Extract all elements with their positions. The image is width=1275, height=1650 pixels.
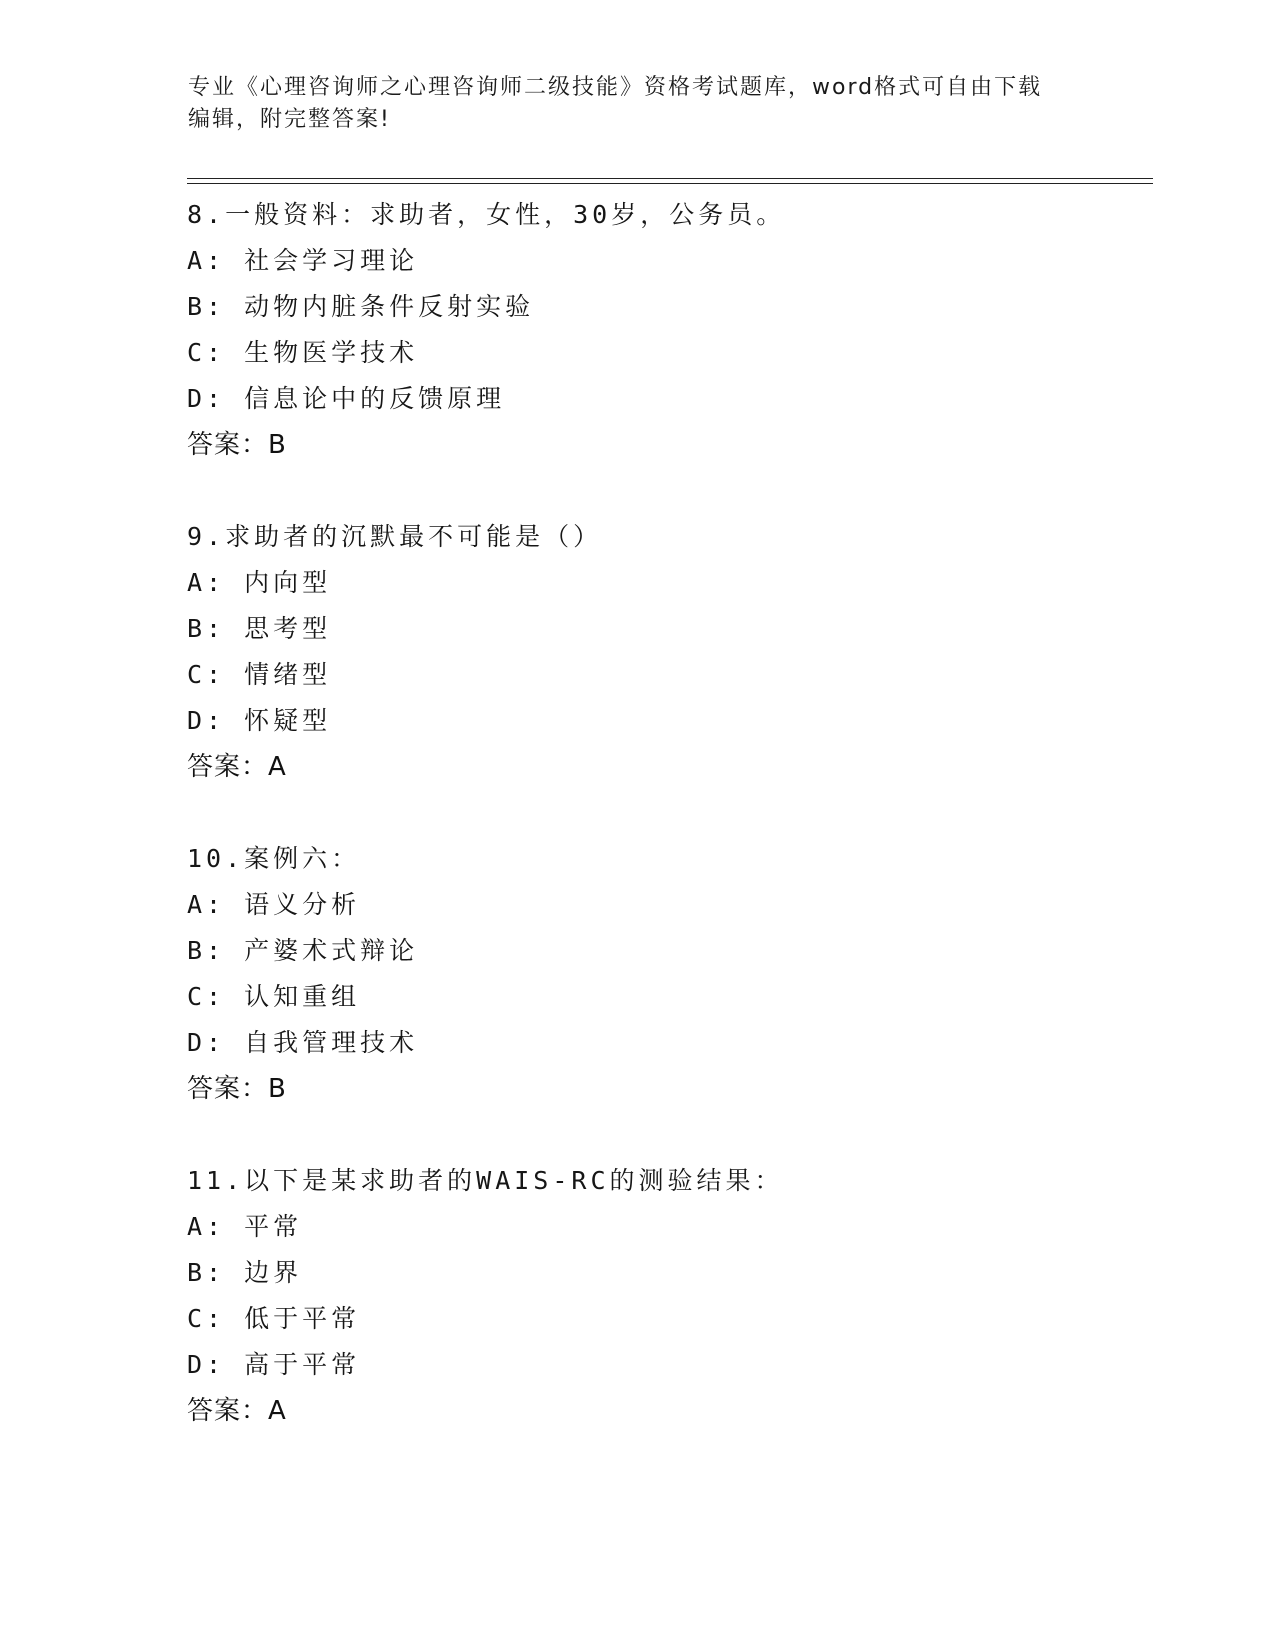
option-c: C: 低于平常 [187, 1304, 361, 1333]
question-list [187, 192, 1147, 1480]
question-8 [187, 192, 1147, 514]
option-c: C: 情绪型 [187, 660, 332, 689]
header-line-1: 专业《心理咨询师之心理咨询师二级技能》资格考试题库，word格式可自由下载 [188, 75, 1043, 100]
answer: 答案：B [187, 1074, 287, 1104]
option-c: C: 生物医学技术 [187, 338, 419, 367]
option-b: B: 动物内脏条件反射实验 [187, 292, 535, 321]
option-a: A: 语义分析 [187, 890, 361, 919]
question-10 [187, 836, 1147, 1158]
header-divider-top [187, 178, 1153, 179]
option-a: A: 平常 [187, 1212, 303, 1241]
option-a: A: 内向型 [187, 568, 332, 597]
document-header [188, 72, 1088, 136]
answer: 答案：A [187, 1396, 287, 1426]
option-b: B: 边界 [187, 1258, 303, 1287]
question-title: 9.求助者的沉默最不可能是（） [187, 522, 603, 551]
answer: 答案：B [187, 430, 287, 460]
question-11 [187, 1158, 1147, 1480]
question-title: 10.案例六： [187, 844, 361, 873]
option-d: D: 高于平常 [187, 1350, 361, 1379]
option-b: B: 思考型 [187, 614, 332, 643]
question-title: 8.一般资料：求助者，女性，30岁，公务员。 [187, 200, 786, 229]
question-title: 11.以下是某求助者的WAIS-RC的测验结果： [187, 1166, 784, 1195]
option-d: D: 怀疑型 [187, 706, 332, 735]
answer: 答案：A [187, 752, 287, 782]
question-9 [187, 514, 1147, 836]
header-line-2: 编辑，附完整答案! [188, 107, 391, 132]
option-a: A: 社会学习理论 [187, 246, 419, 275]
option-b: B: 产婆术式辩论 [187, 936, 419, 965]
option-d: D: 信息论中的反馈原理 [187, 384, 506, 413]
header-divider-bottom [187, 183, 1153, 184]
option-d: D: 自我管理技术 [187, 1028, 419, 1057]
option-c: C: 认知重组 [187, 982, 361, 1011]
